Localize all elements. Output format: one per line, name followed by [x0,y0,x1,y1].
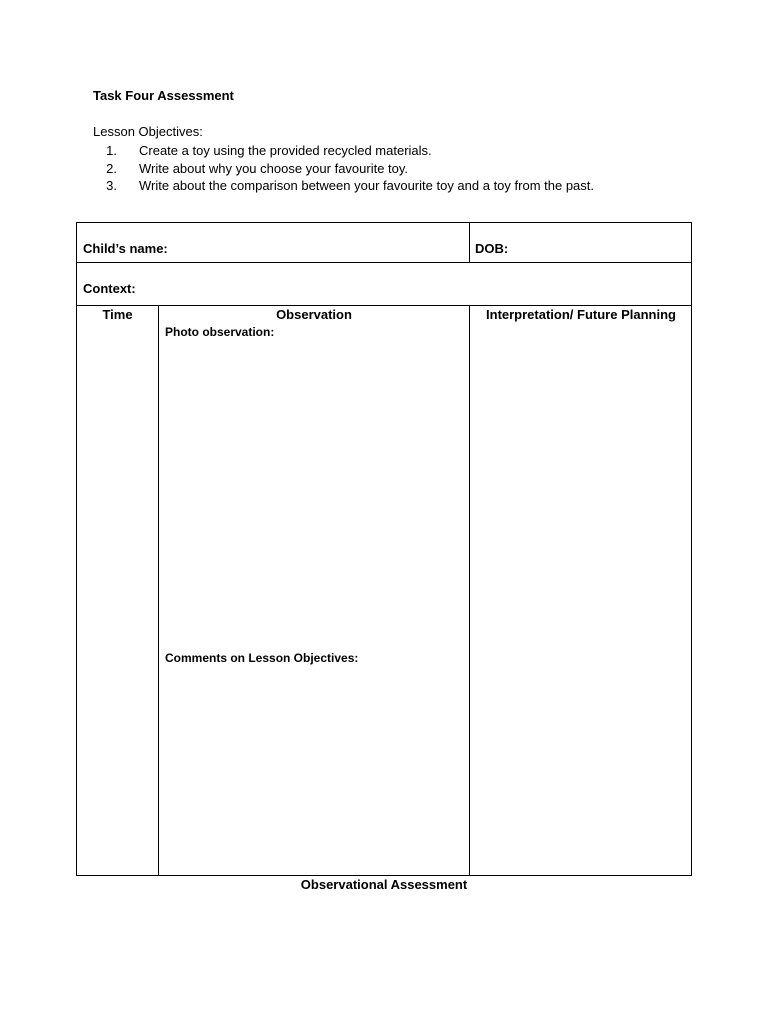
observation-column-header: Observation [276,307,352,322]
objective-text: Create a toy using the provided recycled materials. [139,143,432,158]
row-divider [77,262,691,263]
document-title: Task Four Assessment [93,88,234,103]
time-column-header: Time [102,307,133,322]
context-label: Context: [83,281,136,296]
objective-item [93,142,594,160]
objective-text: Write about why you choose your favourite toy. [139,160,409,176]
row-divider [77,305,691,306]
observation-form [76,222,692,876]
child-name-label: Child’s name: [83,241,168,256]
interpretation-column-header: Interpretation/ Future Planning [486,307,676,322]
column-divider [469,305,470,875]
objective-item [93,177,594,195]
objective-number: 2. [106,160,117,176]
column-divider [469,223,470,262]
form-caption: Observational Assessment [300,877,468,892]
dob-label: DOB: [475,241,509,256]
objective-text: Write about the comparison between your favourite toy and a toy from the past. [139,178,595,193]
column-divider [158,305,159,875]
objectives-heading: Lesson Objectives: [93,124,203,139]
comments-label: Comments on Lesson Objectives: [165,651,359,665]
objective-item [93,160,594,178]
objectives-list [93,142,594,195]
objective-number: 3. [106,178,117,193]
objective-number: 1. [106,143,117,158]
photo-observation-label: Photo observation: [165,325,275,339]
